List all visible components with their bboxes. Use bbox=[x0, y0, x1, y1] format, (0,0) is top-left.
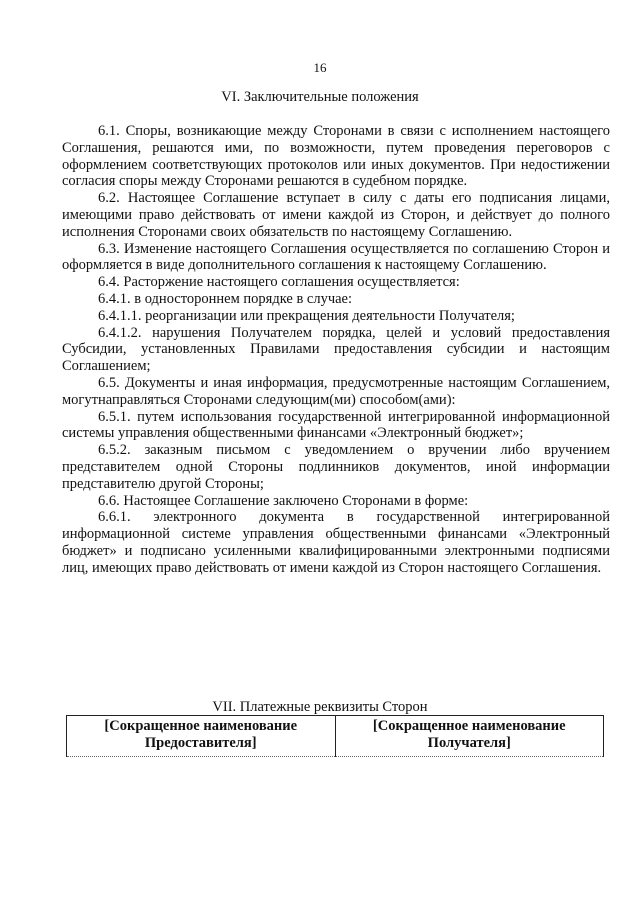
paragraph-6-6-1: 6.6.1. электронного документа в государственной интегрированной информационной системе управления общественными финансами «Электронный бюджет» и подписано усиленными квалифицированными электронными подписями лиц, имеющих право действовать от имени каждой из Сторон настоящего Соглашения. bbox=[62, 509, 610, 576]
section-6-title: VI. Заключительные положения bbox=[221, 89, 419, 105]
paragraph-6-4-1-2: 6.4.1.2. нарушения Получателем порядка, целей и условий предоставления Субсидии, установленных Правилами предоставления субсидии и настоящим Соглашением; bbox=[62, 324, 610, 375]
paragraph-6-4-1-1: 6.4.1.1. реорганизации или прекращения деятельности Получателя; bbox=[98, 307, 515, 324]
section-6-body bbox=[62, 123, 610, 577]
paragraph-6-2: 6.2. Настоящее Соглашение вступает в силу с даты его подписания лицами, имеющими право действовать от имени каждой из Сторон, и действует до полного исполнения Сторонами своих обязательств по настоящему Соглашению. bbox=[62, 190, 610, 240]
recipient-name-header: [Сокращенное наименование Получателя] bbox=[335, 716, 604, 757]
payment-details-table bbox=[66, 715, 604, 757]
paragraph-6-5: 6.5. Документы и иная информация, предусмотренные настоящим Соглашением, могутнаправляться Сторонами следующим(ми) способом(ами): bbox=[62, 374, 610, 408]
section-7-title: VII. Платежные реквизиты Сторон bbox=[212, 699, 428, 715]
paragraph-6-4-1: 6.4.1. в одностороннем порядке в случае: bbox=[98, 290, 353, 307]
paragraph-6-4: 6.4. Расторжение настоящего соглашения осуществляется: bbox=[98, 274, 460, 291]
table-header-row bbox=[67, 716, 604, 757]
paragraph-6-5-1: 6.5.1. путем использования государственной интегрированной информационной системы управления общественными финансами «Электронный бюджет»; bbox=[62, 408, 610, 442]
paragraph-6-6: 6.6. Настоящее Соглашение заключено Сторонами в форме: bbox=[98, 492, 469, 509]
page-number: 16 bbox=[313, 60, 327, 75]
paragraph-6-3: 6.3. Изменение настоящего Соглашения осуществляется по соглашению Сторон и оформляется в виде дополнительного соглашения к настоящему Соглашению. bbox=[62, 240, 610, 274]
paragraph-6-5-2: 6.5.2. заказным письмом с уведомлением о вручении либо вручением представителем одной Стороны подлинников документов, иной информации представителю другой Стороны; bbox=[62, 442, 610, 492]
paragraph-6-1: 6.1. Споры, возникающие между Сторонами в связи с исполнением настоящего Соглашения, решаются ими, по возможности, путем проведения переговоров с оформлением соответствующих протоколов или иных документов. При недостижении согласия споры между Сторонами решаются в судебном порядке. bbox=[62, 123, 610, 190]
provider-name-header: [Сокращенное наименование Предоставителя] bbox=[67, 716, 336, 757]
